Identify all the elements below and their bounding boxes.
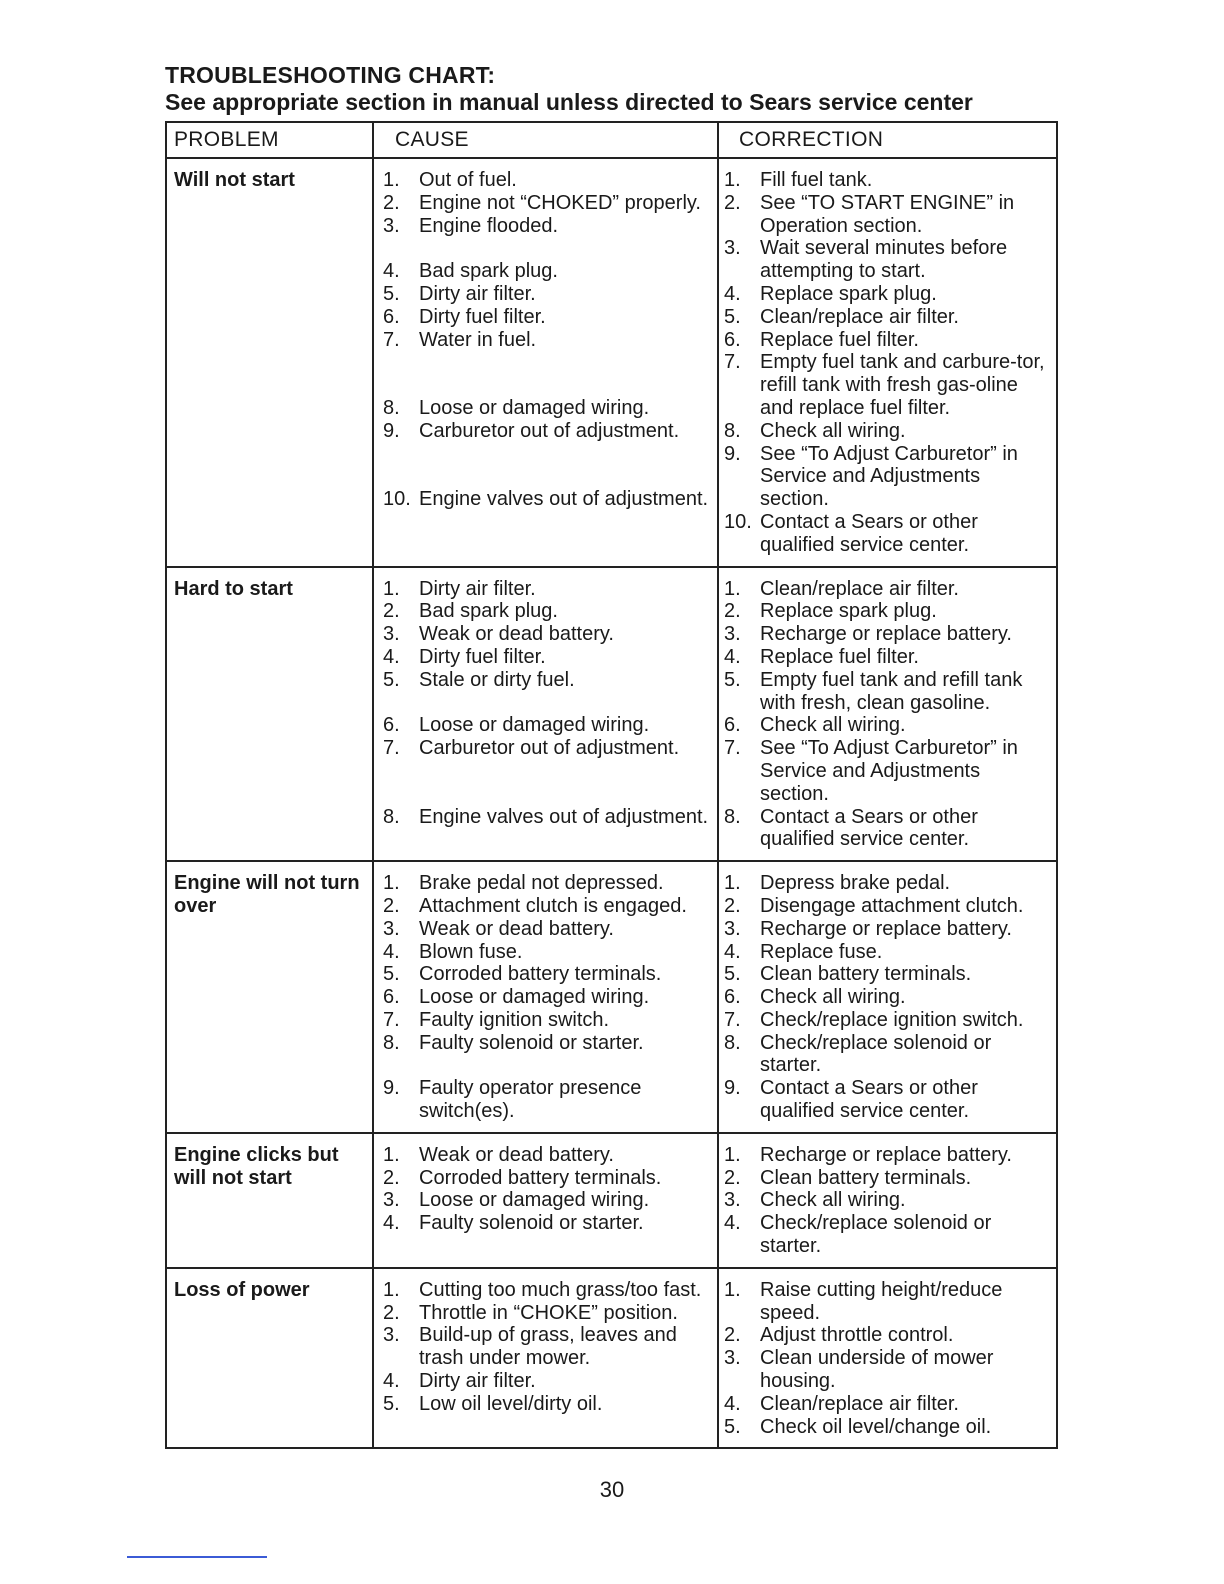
correction-item-number: 4.	[724, 282, 741, 305]
correction-item	[719, 737, 1056, 805]
correction-item-text: Check all wiring.	[760, 714, 906, 737]
cause-item-number: 4.	[383, 1370, 400, 1393]
correction-item-text: See “To Adjust Carburetor” in Service and Adjustments section.	[760, 737, 1018, 805]
correction-item	[719, 351, 1056, 419]
cause-item	[374, 941, 717, 964]
cause-item-text: Engine valves out of adjustment.	[419, 805, 709, 828]
cause-item	[374, 623, 717, 646]
problem-cell: Hard to start	[166, 567, 373, 862]
cause-item-text: Attachment clutch is engaged.	[419, 894, 687, 917]
cause-item-text: Engine valves out of adjustment.	[419, 488, 709, 511]
cause-item-text: Faulty solenoid or starter.	[419, 1031, 644, 1054]
correction-item-text: Fill fuel tank.	[760, 169, 873, 191]
correction-item-text: Clean battery terminals.	[760, 1166, 972, 1189]
correction-item-number: 6.	[724, 986, 741, 1009]
correction-item-number: 2.	[724, 1324, 741, 1347]
cause-item	[374, 1167, 717, 1190]
cause-item-number: 1.	[383, 577, 400, 600]
correction-item-number: 1.	[724, 872, 741, 895]
column-header-problem: PROBLEM	[166, 122, 373, 158]
cause-cell	[373, 1268, 718, 1449]
cause-item-text: Dirty fuel filter.	[419, 645, 546, 668]
table-body	[166, 158, 1057, 1448]
cause-item	[374, 1324, 717, 1370]
cause-item-text: Out of fuel.	[419, 169, 517, 191]
cause-item-text: Faulty operator presence switch(es).	[419, 1077, 642, 1123]
cause-item-number: 1.	[383, 1278, 400, 1301]
correction-item-text: Check all wiring.	[760, 986, 906, 1009]
cause-item-number: 2.	[383, 600, 400, 623]
cause-list	[374, 1279, 717, 1416]
correction-list	[719, 169, 1056, 557]
correction-item-number: 8.	[724, 1031, 741, 1054]
cause-item	[374, 260, 717, 283]
cause-item-number: 3.	[383, 917, 400, 940]
cause-item-number: 2.	[383, 191, 400, 214]
cause-item-text: Bad spark plug.	[419, 600, 558, 623]
correction-item-text: Check oil level/change oil.	[760, 1415, 992, 1438]
correction-item	[719, 306, 1056, 329]
cause-item-number: 5.	[383, 1392, 400, 1415]
cause-item-text: Cutting too much grass/too fast.	[419, 1278, 702, 1301]
correction-item	[719, 646, 1056, 669]
correction-item-text: Clean/replace air filter.	[760, 577, 959, 600]
correction-item-text: Contact a Sears or other qualified service center.	[760, 1077, 978, 1123]
cause-item	[374, 1144, 717, 1167]
correction-item-number: 4.	[724, 645, 741, 668]
correction-item-number: 5.	[724, 668, 741, 691]
correction-item-number: 1.	[724, 1278, 741, 1301]
cause-item-text: Weak or dead battery.	[419, 623, 614, 646]
cause-item	[374, 872, 717, 895]
table-row	[166, 861, 1057, 1133]
correction-item-number: 3.	[724, 1347, 741, 1370]
correction-item-number: 5.	[724, 305, 741, 328]
correction-item-text: Empty fuel tank and refill tank with fresh, clean gasoline.	[760, 668, 1023, 714]
cause-item	[374, 397, 717, 420]
correction-item-number: 2.	[724, 191, 741, 214]
correction-item	[719, 1212, 1056, 1258]
correction-item	[719, 578, 1056, 601]
cause-item-text: Blown fuse.	[419, 940, 523, 963]
correction-item	[719, 1324, 1056, 1347]
correction-item-number: 5.	[724, 1415, 741, 1438]
correction-cell	[718, 567, 1057, 862]
cause-item	[374, 192, 717, 215]
cause-item-number: 3.	[383, 214, 400, 237]
correction-list	[719, 1144, 1056, 1258]
cause-item-number: 2.	[383, 1301, 400, 1324]
cause-item	[374, 714, 717, 737]
correction-item-text: Depress brake pedal.	[760, 872, 951, 895]
correction-item-text: Replace spark plug.	[760, 600, 937, 623]
cause-item-text: Engine flooded.	[419, 214, 559, 237]
correction-item-text: See “TO START ENGINE” in Operation section.	[760, 191, 1015, 237]
cause-item-text: Faulty solenoid or starter.	[419, 1212, 644, 1235]
correction-item-number: 5.	[724, 963, 741, 986]
correction-item-number: 9.	[724, 1077, 741, 1100]
correction-item-text: Replace fuse.	[760, 940, 883, 963]
correction-item-text: Empty fuel tank and carbure-tor, refill tank with fresh gas-oline and replace fuel filter.	[760, 351, 1045, 419]
cause-item	[374, 1212, 717, 1235]
cause-item-text: Dirty air filter.	[419, 577, 536, 600]
cause-item	[374, 306, 717, 329]
cause-item-text: Loose or damaged wiring.	[419, 396, 650, 419]
cause-item	[374, 1370, 717, 1393]
cause-item	[374, 1077, 717, 1123]
cause-item-number: 6.	[383, 714, 400, 737]
table-row	[166, 1133, 1057, 1268]
page-subtitle: See appropriate section in manual unless directed to Sears service center	[165, 89, 973, 115]
problem-cell: Loss of power	[166, 1268, 373, 1449]
cause-item-text: Water in fuel.	[419, 328, 537, 351]
cause-item-number: 5.	[383, 282, 400, 305]
correction-item-number: 8.	[724, 419, 741, 442]
correction-item	[719, 963, 1056, 986]
cause-item-number: 10.	[383, 488, 411, 511]
correction-item	[719, 1009, 1056, 1032]
cause-item	[374, 1189, 717, 1212]
cause-item-number: 6.	[383, 305, 400, 328]
correction-item-number: 10.	[724, 510, 752, 533]
cause-item-number: 8.	[383, 396, 400, 419]
correction-item-text: Check/replace solenoid or starter.	[760, 1031, 992, 1077]
correction-item-text: Replace fuel filter.	[760, 328, 919, 351]
cause-item	[374, 646, 717, 669]
cause-item-number: 2.	[383, 894, 400, 917]
correction-item-number: 2.	[724, 600, 741, 623]
table-row	[166, 158, 1057, 567]
correction-item	[719, 623, 1056, 646]
cause-item-number: 4.	[383, 1212, 400, 1235]
correction-item	[719, 1279, 1056, 1325]
correction-item-number: 7.	[724, 1008, 741, 1031]
correction-item-number: 1.	[724, 169, 741, 191]
cause-item	[374, 578, 717, 601]
correction-item-text: Recharge or replace battery.	[760, 917, 1012, 940]
cause-item-number: 7.	[383, 737, 400, 760]
cause-item-text: Dirty air filter.	[419, 282, 536, 305]
correction-item-number: 6.	[724, 714, 741, 737]
correction-item	[719, 329, 1056, 352]
correction-item	[719, 1347, 1056, 1393]
cause-item-text: Loose or damaged wiring.	[419, 986, 650, 1009]
page-header	[165, 62, 1065, 116]
correction-item	[719, 1189, 1056, 1212]
cause-item-number: 1.	[383, 1143, 400, 1166]
correction-item	[719, 918, 1056, 941]
correction-item-text: Recharge or replace battery.	[760, 1143, 1012, 1166]
correction-item	[719, 1077, 1056, 1123]
cause-item-text: Weak or dead battery.	[419, 917, 614, 940]
cause-item	[374, 895, 717, 918]
cause-item-text: Carburetor out of adjustment.	[419, 419, 680, 442]
correction-item-text: Replace spark plug.	[760, 282, 937, 305]
cause-item-number: 1.	[383, 872, 400, 895]
correction-item	[719, 872, 1056, 895]
cause-item-text: Throttle in “CHOKE” position.	[419, 1301, 678, 1324]
page-title: TROUBLESHOOTING CHART:	[165, 62, 496, 88]
cause-item	[374, 669, 717, 692]
cause-item	[374, 1302, 717, 1325]
correction-item	[719, 1144, 1056, 1167]
problem-cell: Will not start	[166, 158, 373, 567]
cause-item-text: Build-up of grass, leaves and trash under mower.	[419, 1324, 677, 1370]
column-header-correction: CORRECTION	[718, 122, 1057, 158]
correction-cell	[718, 861, 1057, 1133]
cause-item	[374, 215, 717, 238]
cause-item	[374, 737, 717, 760]
correction-item	[719, 511, 1056, 557]
cause-item-number: 2.	[383, 1166, 400, 1189]
correction-item-number: 4.	[724, 1392, 741, 1415]
cause-item-text: Bad spark plug.	[419, 260, 558, 283]
cause-item-text: Engine not “CHOKED” properly.	[419, 191, 701, 214]
cause-item-number: 1.	[383, 169, 400, 191]
cause-item-number: 6.	[383, 986, 400, 1009]
correction-item-number: 1.	[724, 1143, 741, 1166]
cause-item-number: 4.	[383, 940, 400, 963]
correction-cell	[718, 1133, 1057, 1268]
correction-item-text: Check/replace solenoid or starter.	[760, 1212, 992, 1258]
correction-item-text: Contact a Sears or other qualified service center.	[760, 510, 978, 556]
correction-item-number: 2.	[724, 894, 741, 917]
cause-item-number: 8.	[383, 805, 400, 828]
correction-item-number: 1.	[724, 577, 741, 600]
cause-item-text: Stale or dirty fuel.	[419, 668, 575, 691]
cause-item-text: Weak or dead battery.	[419, 1143, 614, 1166]
table-row	[166, 1268, 1057, 1449]
correction-item-text: Clean underside of mower housing.	[760, 1347, 994, 1393]
correction-list	[719, 872, 1056, 1123]
cause-list	[374, 1144, 717, 1235]
table-row	[166, 567, 1057, 862]
cause-item-text: Low oil level/dirty oil.	[419, 1392, 603, 1415]
correction-item	[719, 192, 1056, 238]
cause-item-number: 5.	[383, 963, 400, 986]
correction-item-text: Raise cutting height/reduce speed.	[760, 1278, 1003, 1324]
cause-item-number: 3.	[383, 1324, 400, 1347]
cause-item	[374, 420, 717, 443]
cause-item-text: Corroded battery terminals.	[419, 1166, 662, 1189]
cause-item-text: Brake pedal not depressed.	[419, 872, 664, 895]
correction-item	[719, 420, 1056, 443]
correction-item-number: 4.	[724, 940, 741, 963]
cause-item	[374, 1032, 717, 1055]
correction-item	[719, 941, 1056, 964]
cause-item-text: Loose or damaged wiring.	[419, 714, 650, 737]
cause-list	[374, 169, 717, 511]
correction-item-text: Clean/replace air filter.	[760, 1392, 959, 1415]
correction-item	[719, 1167, 1056, 1190]
correction-item-text: Contact a Sears or other qualified service center.	[760, 805, 978, 851]
cause-item	[374, 488, 717, 511]
table-header-row	[166, 122, 1057, 158]
correction-item-text: Disengage attachment clutch.	[760, 894, 1024, 917]
correction-item	[719, 1393, 1056, 1416]
page-number: 30	[599, 1477, 625, 1502]
cause-item	[374, 1009, 717, 1032]
cause-item-number: 5.	[383, 668, 400, 691]
correction-item-text: Wait several minutes before attempting to start.	[760, 237, 1008, 283]
correction-item	[719, 895, 1056, 918]
correction-item	[719, 237, 1056, 283]
correction-item	[719, 714, 1056, 737]
cause-cell	[373, 567, 718, 862]
cause-cell	[373, 861, 718, 1133]
correction-item-text: Recharge or replace battery.	[760, 623, 1012, 646]
correction-item-number: 7.	[724, 351, 741, 374]
cause-item-number: 7.	[383, 1008, 400, 1031]
correction-item-text: Clean/replace air filter.	[760, 305, 959, 328]
correction-item-text: Check all wiring.	[760, 1189, 906, 1212]
cause-item	[374, 283, 717, 306]
correction-cell	[718, 158, 1057, 567]
cause-item	[374, 1279, 717, 1302]
correction-item-number: 4.	[724, 1212, 741, 1235]
correction-item	[719, 600, 1056, 623]
cause-item-text: Loose or damaged wiring.	[419, 1189, 650, 1212]
problem-cell: Engine will not turn over	[166, 861, 373, 1133]
column-header-cause: CAUSE	[373, 122, 718, 158]
correction-item	[719, 1416, 1056, 1439]
cause-list	[374, 578, 717, 829]
cause-item-text: Dirty air filter.	[419, 1370, 536, 1393]
cause-item-number: 3.	[383, 1189, 400, 1212]
correction-item	[719, 443, 1056, 511]
cause-item-number: 4.	[383, 260, 400, 283]
cause-item-number: 9.	[383, 1077, 400, 1100]
correction-item-number: 3.	[724, 1189, 741, 1212]
correction-cell	[718, 1268, 1057, 1449]
cause-item	[374, 169, 717, 192]
cause-item-text: Dirty fuel filter.	[419, 305, 546, 328]
correction-item-text: See “To Adjust Carburetor” in Service and Adjustments section.	[760, 442, 1018, 511]
cause-item	[374, 806, 717, 829]
cause-list	[374, 872, 717, 1123]
troubleshooting-table	[165, 121, 1058, 1449]
cause-item	[374, 986, 717, 1009]
correction-item-number: 2.	[724, 1166, 741, 1189]
correction-item	[719, 169, 1056, 192]
correction-item-text: Adjust throttle control.	[760, 1324, 954, 1347]
correction-item-number: 9.	[724, 442, 741, 465]
cause-item	[374, 1393, 717, 1416]
cause-item-number: 7.	[383, 328, 400, 351]
cause-item-text: Faulty ignition switch.	[419, 1008, 610, 1031]
correction-item-number: 3.	[724, 237, 741, 260]
cause-item	[374, 918, 717, 941]
correction-item-text: Check all wiring.	[760, 419, 906, 442]
correction-item-number: 7.	[724, 737, 741, 760]
problem-cell: Engine clicks but will not start	[166, 1133, 373, 1268]
cause-item	[374, 329, 717, 352]
cause-item-number: 8.	[383, 1031, 400, 1054]
cause-item	[374, 963, 717, 986]
correction-item-number: 6.	[724, 328, 741, 351]
cause-item-text: Carburetor out of adjustment.	[419, 737, 680, 760]
correction-item	[719, 1032, 1056, 1078]
cause-cell	[373, 1133, 718, 1268]
correction-item-number: 3.	[724, 917, 741, 940]
correction-item-number: 3.	[724, 623, 741, 646]
correction-item-number: 8.	[724, 805, 741, 828]
correction-item-text: Check/replace ignition switch.	[760, 1008, 1024, 1031]
correction-item	[719, 986, 1056, 1009]
correction-item-text: Clean battery terminals.	[760, 963, 972, 986]
cause-item-text: Corroded battery terminals.	[419, 963, 662, 986]
correction-list	[719, 578, 1056, 852]
correction-list	[719, 1279, 1056, 1439]
cause-item-number: 3.	[383, 623, 400, 646]
correction-item	[719, 669, 1056, 715]
cause-cell	[373, 158, 718, 567]
cause-item-number: 4.	[383, 645, 400, 668]
cause-item	[374, 600, 717, 623]
correction-item	[719, 806, 1056, 852]
correction-item	[719, 283, 1056, 306]
correction-item-text: Replace fuel filter.	[760, 645, 919, 668]
footer-divider	[127, 1556, 267, 1558]
cause-item-number: 9.	[383, 419, 400, 442]
